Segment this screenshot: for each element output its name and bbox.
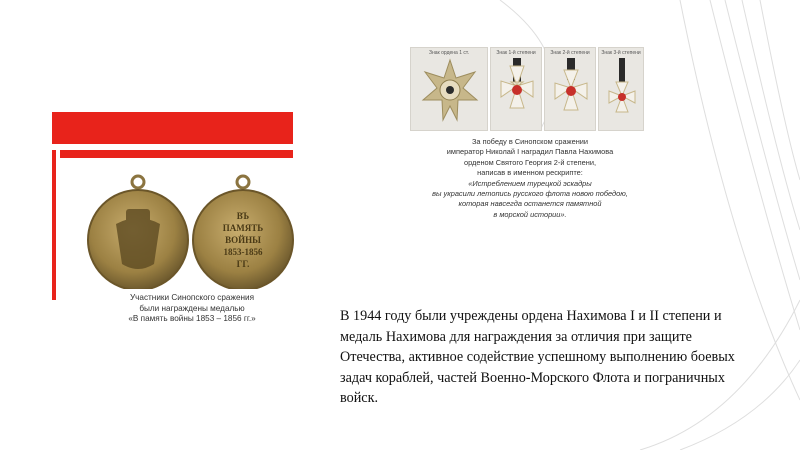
order-cross-3-panel [598,47,644,131]
caption-line: были награждены медалью [139,303,245,313]
medal-image [86,174,296,289]
red-bar-top [52,112,293,144]
caption-line: император Николай I наградил Павла Нахимова [446,147,614,157]
order-cross-2-panel [544,47,596,131]
caption-line: «В память войны 1853 – 1856 гг.» [128,314,256,323]
caption-line: в морской истории». [493,209,567,219]
inscription-line: 1853-1856 [223,247,263,257]
caption-line: написав в именном рескрипте: [477,168,583,178]
inscription-line: ВОЙНЫ [225,235,261,245]
red-bar-thin [60,150,293,158]
caption-line: «Истреблением турецкой эскадры [468,178,592,188]
orders-caption [400,137,660,220]
order-cross-icon [599,48,645,132]
inscription-line: ПАМЯТЬ [222,223,264,233]
caption-line: орденом Святого Георгия 2-й степени, [463,157,597,167]
red-bar-vertical [52,150,56,300]
caption-line: вы украсили летопись русского флота новою победою, [432,189,628,199]
order-label: Знак ордена 1 ст. [428,50,469,56]
orders-image [410,47,644,131]
main-paragraph: В 1944 году были учреждены ордена Нахимова I и II степени и медаль Нахимова для награждения за отличия при защите Отечества, активное содействие успешному выполнению боевых задач кораблей, частей Военно-Морского Флота и пограничных войск. [340,308,735,406]
order-cross-1-panel [490,47,542,131]
order-label: Знак 1-й степени [496,50,536,56]
order-label: Знак 2-й степени [550,50,590,56]
inscription-line: ГГ. [236,259,250,269]
caption-line: которая навсегда останется памятной [458,199,602,209]
order-star-icon [411,48,489,132]
order-star-panel [410,47,488,131]
order-cross-icon [491,48,543,132]
caption-line: За победу в Синопском сражении [471,137,589,146]
medal-caption [92,293,292,325]
order-label: Знак 3-й степени [601,50,641,56]
order-cross-icon [545,48,597,132]
inscription-line: ВЪ [236,211,250,221]
caption-line: Участники Синопского сражения [129,293,255,302]
